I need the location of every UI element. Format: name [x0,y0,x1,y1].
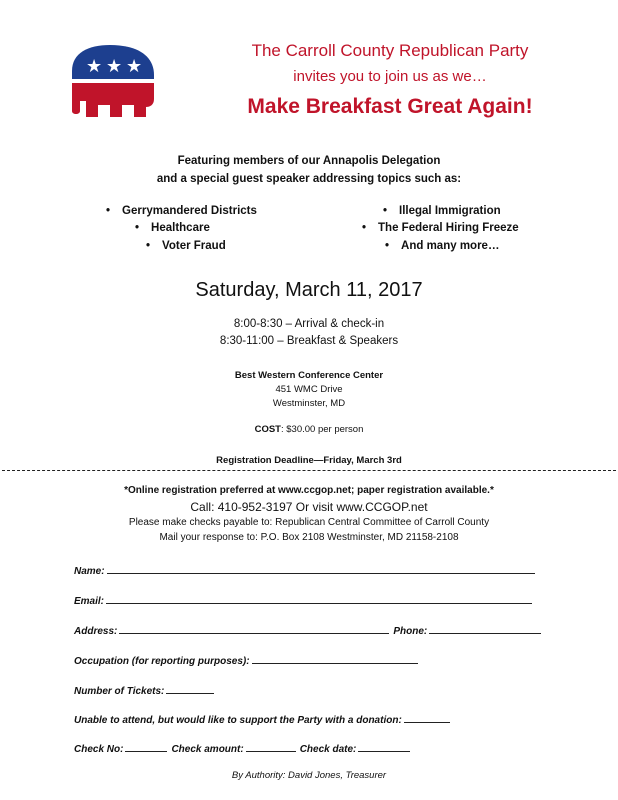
schedule-arrival: 8:00-8:30 – Arrival & check-in [233,318,385,330]
bullet-icon: • [135,222,140,234]
occupation-label: Occupation (for reporting purposes): [74,656,250,667]
republican-elephant-logo [66,41,160,121]
address-label: Address: [74,626,118,637]
venue-address-city: Westminster, MD [272,398,346,409]
check-fields-row [74,741,410,755]
bullet-icon: • [383,205,388,217]
party-title: The Carroll County Republican Party [251,41,529,60]
schedule-breakfast: 8:30-11:00 – Breakfast & Speakers [219,335,399,347]
cost-value: : $30.00 per person [280,424,364,435]
email-label: Email: [74,596,105,607]
name-field[interactable] [107,563,535,574]
donation-field-row [74,712,450,726]
occupation-field[interactable] [252,653,418,664]
topic-item: • Gerrymandered Districts [106,205,257,217]
bullet-icon: • [385,240,390,252]
name-label: Name: [74,566,105,577]
elephant-icon [66,41,160,121]
bullet-icon: • [362,222,367,234]
address-field[interactable] [119,623,389,634]
check-amount-field[interactable] [246,741,296,752]
topic-item: • Illegal Immigration [383,205,501,217]
check-amount-label: Check amount: [171,744,244,755]
address-field-row [74,623,541,637]
tickets-field-row [74,683,214,697]
check-date-field[interactable] [358,741,410,752]
topic-item: • Healthcare [135,222,210,234]
name-field-row [74,563,535,577]
check-no-label: Check No: [74,744,124,755]
donation-field[interactable] [404,712,450,723]
event-date: Saturday, March 11, 2017 [195,279,423,301]
intro-line-1: Featuring members of our Annapolis Delegation [177,155,441,167]
authority-line: By Authority: David Jones, Treasurer [231,770,387,781]
invite-text: invites you to join us as we… [293,68,487,85]
online-registration-note: *Online registration preferred at www.ccgop.net; paper registration available.* [124,485,494,496]
svg-text:★: ★ [86,56,103,77]
cut-divider [2,470,616,471]
venue-address-street: 451 WMC Drive [275,384,343,395]
phone-label: Phone: [393,626,428,637]
venue-name: Best Western Conference Center [234,370,384,381]
event-slogan: Make Breakfast Great Again! [247,95,533,118]
check-date-label: Check date: [299,744,357,755]
topic-item: • Voter Fraud [146,240,226,252]
bullet-icon: • [146,240,151,252]
svg-text:★: ★ [126,56,143,77]
tickets-label: Number of Tickets: [74,686,165,697]
email-field-row [74,593,532,607]
check-no-field[interactable] [125,741,167,752]
registration-deadline: Registration Deadline—Friday, March 3rd [216,455,402,466]
donation-label: Unable to attend, but would like to support the Party with a donation: [74,715,402,726]
contact-line: Call: 410-952-3197 Or visit www.CCGOP.net [190,500,428,514]
topic-item: • And many more… [385,240,500,252]
topic-item: • The Federal Hiring Freeze [362,222,519,234]
tickets-field[interactable] [166,683,214,694]
cost-line [0,424,618,435]
cost-label: COST [254,424,281,435]
intro-line-2: and a special guest speaker addressing topics such as: [156,173,462,185]
checks-payable-note: Please make checks payable to: Republican Central Committee of Carroll County [128,517,490,528]
occupation-field-row [74,653,418,667]
phone-field[interactable] [429,623,541,634]
email-field[interactable] [106,593,532,604]
bullet-icon: • [106,205,111,217]
svg-text:★: ★ [106,56,123,77]
mail-address-note: Mail your response to: P.O. Box 2108 Westminster, MD 21158-2108 [159,532,459,543]
